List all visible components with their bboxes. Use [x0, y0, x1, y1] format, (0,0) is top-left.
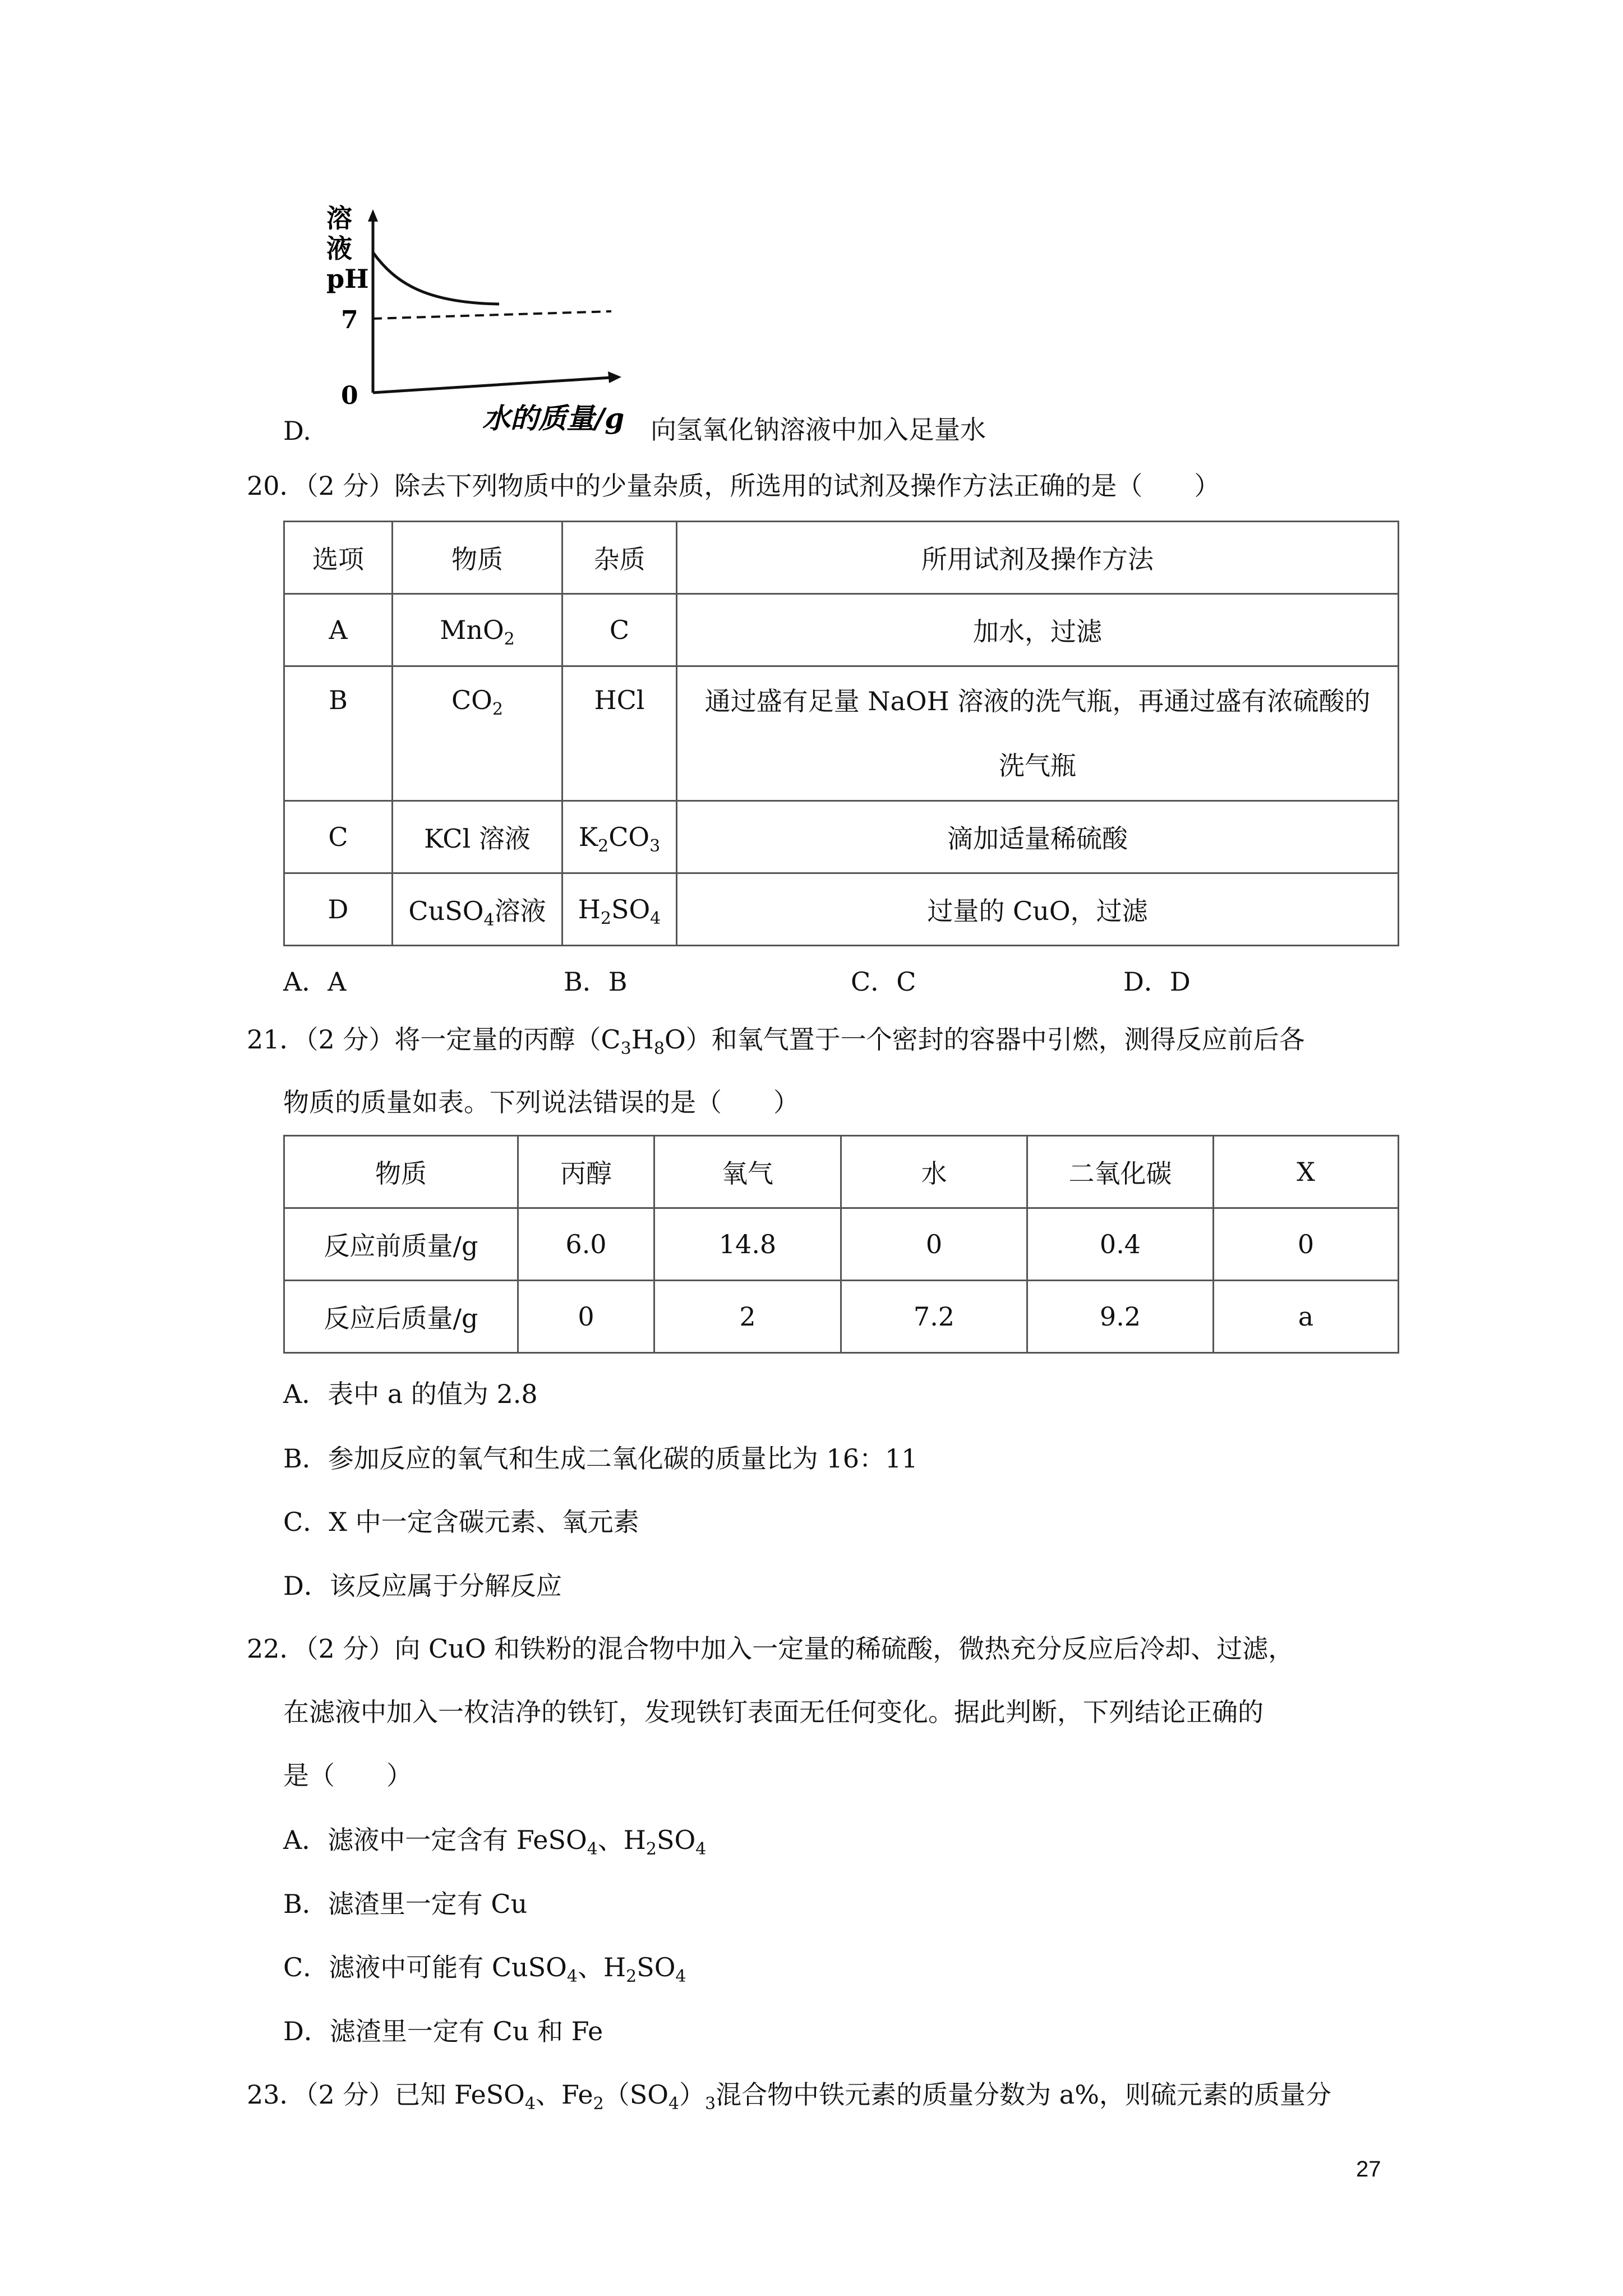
header-cell: 氧气 — [654, 1136, 841, 1208]
table-row — [284, 1281, 1399, 1353]
q22-option-d: D．滤渣里一定有 Cu 和 Fe — [283, 2016, 603, 2046]
x-axis-arrow — [608, 371, 621, 383]
q20-table — [283, 521, 1399, 946]
q22-option-a: A．滤液中一定含有 FeSO$_4$、$H_2SO_4$ — [283, 1825, 707, 1859]
method-cell: 过量的 CuO，过滤 — [677, 873, 1399, 946]
table-cell: 0.4 — [1027, 1208, 1214, 1281]
header-cell: 二氧化碳 — [1027, 1136, 1214, 1208]
q21-stem-line1: 21．（2 分）将一定量的丙醇$(C_3H_8O)$和氧气置于一个密封的容器中引燃，测得反应前后各 — [247, 1024, 1305, 1059]
method-cell — [677, 666, 1399, 801]
page-number: 27 — [1356, 2157, 1381, 2182]
y-axis-label — [326, 203, 369, 294]
q20-choice-b: B．B — [564, 967, 628, 997]
table-cell: 0 — [518, 1281, 654, 1353]
header-cell: 丙醇 — [518, 1136, 654, 1208]
q19-option-d-caption: 向氢氧化钠溶液中加入足量水 — [651, 415, 986, 445]
q20-stem: 20．（2 分）除去下列物质中的少量杂质，所选用的试剂及操作方法正确的是（ ） — [247, 471, 1220, 501]
substance-cell: CuSO$_4$溶液 — [393, 873, 562, 946]
table-cell: 0 — [1214, 1208, 1399, 1281]
x-axis — [373, 378, 611, 393]
q22-option-c: C．滤液中可能有 CuSO$_4$、$H_2SO_4$ — [283, 1952, 686, 1986]
header-cell: 水 — [841, 1136, 1027, 1208]
header-cell: X — [1214, 1136, 1399, 1208]
q20-choice-c: C．C — [851, 967, 916, 997]
option-cell: D — [284, 873, 393, 946]
q22-stem-line3: 是（ ） — [283, 1760, 412, 1791]
q22-stem-line1: 22．（2 分）向 CuO 和铁粉的混合物中加入一定量的稀硫酸，微热充分反应后冷却、过滤， — [247, 1634, 1294, 1664]
table-cell: 0 — [841, 1208, 1027, 1281]
option-cell: A — [284, 594, 393, 666]
table-row — [284, 1208, 1399, 1281]
q21-option-a: A．表中 a 的值为 2.8 — [283, 1379, 538, 1409]
header-cell: 选项 — [284, 522, 393, 594]
q19-option-d-label: D. — [283, 416, 311, 446]
table-cell: 反应后质量/g — [284, 1281, 518, 1353]
table-row — [284, 873, 1399, 946]
table-cell: 2 — [654, 1281, 841, 1353]
ph-curve — [373, 252, 499, 304]
ph7-dashed-line — [373, 311, 611, 319]
table-row — [284, 594, 1399, 666]
ylabel-char-2: 液 — [326, 233, 352, 264]
q20-choice-d: D．D — [1123, 967, 1191, 997]
y-axis-arrow — [368, 209, 378, 222]
table-row — [284, 801, 1399, 873]
q23-stem: 23．（2 分）已知 FeSO$_4$、$Fe_2(SO_4)_3$混合物中铁元素的质量分数为 a%，则硫元素的质量分 — [247, 2079, 1331, 2114]
header-cell: 杂质 — [562, 522, 677, 594]
impurity-cell: HCl — [562, 666, 677, 801]
table-cell: 6.0 — [518, 1208, 654, 1281]
table-cell: 7.2 — [841, 1281, 1027, 1353]
table-cell: 反应前质量/g — [284, 1208, 518, 1281]
ylabel-char-1: 溶 — [326, 203, 352, 233]
q21-option-c: C．X 中一定含碳元素、氧元素 — [283, 1507, 639, 1537]
impurity-cell: $H_2SO_4$ — [562, 873, 677, 946]
q21-option-d: D．该反应属于分解反应 — [283, 1571, 562, 1601]
impurity-cell: C — [562, 594, 677, 666]
table-cell: a — [1214, 1281, 1399, 1353]
x-axis-label: 水的质量/g — [482, 402, 625, 435]
tick-7: 7 — [341, 306, 358, 334]
tick-0: 0 — [341, 381, 358, 410]
option-cell: C — [284, 801, 393, 873]
substance-cell: MnO$_2$ — [393, 594, 562, 666]
header-cell: 物质 — [284, 1136, 518, 1208]
table-header-row — [284, 522, 1399, 594]
q22-stem-line2: 在滤液中加入一枚洁净的铁钉，发现铁钉表面无任何变化。据此判断，下列结论正确的 — [283, 1697, 1264, 1727]
method-line: 通过盛有足量 NaOH 溶液的洗气瓶，再通过盛有浓硫酸的 — [704, 685, 1371, 716]
table-cell: 9.2 — [1027, 1281, 1214, 1353]
option-cell: B — [284, 666, 393, 801]
table-header-row — [284, 1136, 1399, 1208]
q22-option-b: B．滤渣里一定有 Cu — [283, 1889, 528, 1919]
method-line: 洗气瓶 — [999, 750, 1076, 781]
ph-graph — [314, 199, 628, 435]
q21-table — [283, 1135, 1399, 1354]
q20-choice-a: A．A — [283, 967, 347, 997]
q21-option-b: B．参加反应的氧气和生成二氧化碳的质量比为 16：11 — [283, 1443, 918, 1474]
ylabel-ph: pH — [326, 264, 369, 294]
method-cell: 滴加适量稀硫酸 — [677, 801, 1399, 873]
header-cell: 所用试剂及操作方法 — [677, 522, 1399, 594]
table-cell: 14.8 — [654, 1208, 841, 1281]
table-row — [284, 666, 1399, 801]
header-cell: 物质 — [393, 522, 562, 594]
substance-cell: KCl 溶液 — [393, 801, 562, 873]
substance-cell: $CO_2$ — [393, 666, 562, 801]
q21-stem-line2: 物质的质量如表。下列说法错误的是（ ） — [283, 1087, 799, 1117]
impurity-cell: $K_2CO_3$ — [562, 801, 677, 873]
method-cell: 加水，过滤 — [677, 594, 1399, 666]
